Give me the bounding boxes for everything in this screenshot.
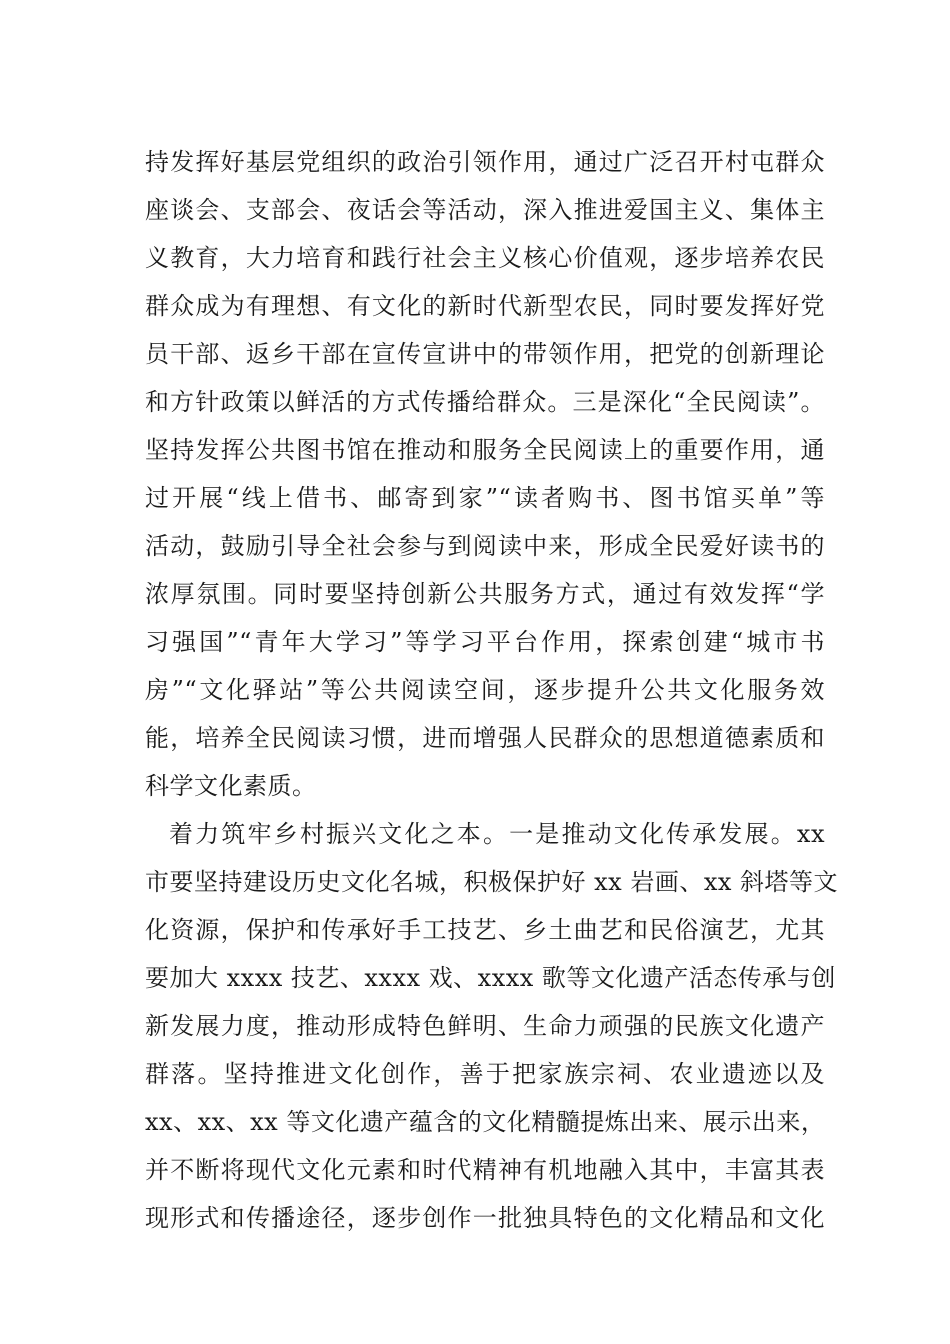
paragraph-line: 新发展力度，推动形成特色鲜明、生命力顽强的民族文化遗产 [145, 1012, 825, 1040]
paragraph-line: 化资源，保护和传承好手工技艺、乡土曲艺和民俗演艺，尤其 [145, 916, 825, 944]
paragraph-line: 活动，鼓励引导全社会参与到阅读中来，形成全民爱好读书的 [145, 532, 825, 560]
paragraph-1 [145, 138, 825, 810]
paragraph-line: xx、xx、xx 等文化遗产蕴含的文化精髓提炼出来、展示出来， [145, 1108, 826, 1136]
paragraph-line: 浓厚氛围。同时要坚持创新公共服务方式，通过有效发挥“学 [145, 580, 825, 608]
paragraph-line: 员干部、返乡干部在宣传宣讲中的带领作用，把党的创新理论 [145, 340, 825, 368]
paragraph-line: 科学文化素质。 [145, 772, 317, 800]
paragraph-2 [145, 810, 839, 1242]
paragraph-line: 要加大 xxxx 技艺、xxxx 戏、xxxx 歌等文化遗产活态传承与创 [145, 964, 836, 992]
paragraph-line: 并不断将现代文化元素和时代精神有机地融入其中，丰富其表 [145, 1156, 825, 1184]
paragraph-line: 义教育，大力培育和践行社会主义核心价值观，逐步培养农民 [145, 244, 825, 272]
paragraph-line: 习强国”“青年大学习”等学习平台作用，探索创建“城市书 [145, 628, 825, 656]
paragraph-line: 群众成为有理想、有文化的新时代新型农民，同时要发挥好党 [145, 292, 825, 320]
paragraph-line: 市要坚持建设历史文化名城，积极保护好 xx 岩画、xx 斜塔等文 [145, 868, 839, 896]
paragraph-line: 群落。坚持推进文化创作，善于把家族宗祠、农业遗迹以及 [145, 1060, 825, 1088]
paragraph-line: 座谈会、支部会、夜话会等活动，深入推进爱国主义、集体主 [145, 196, 825, 224]
paragraph-line: 能，培养全民阅读习惯，进而增强人民群众的思想道德素质和 [145, 724, 825, 752]
paragraph-line: 过开展“线上借书、邮寄到家”“读者购书、图书馆买单”等 [145, 484, 825, 512]
paragraph-line: 着力筑牢乡村振兴文化之本。一是推动文化传承发展。xx [169, 820, 825, 848]
document-body [145, 138, 839, 1242]
paragraph-line: 坚持发挥公共图书馆在推动和服务全民阅读上的重要作用，通 [145, 436, 825, 464]
paragraph-line: 房”“文化驿站”等公共阅读空间，逐步提升公共文化服务效 [145, 676, 825, 704]
paragraph-line: 现形式和传播途径，逐步创作一批独具特色的文化精品和文化 [145, 1204, 825, 1232]
paragraph-line: 持发挥好基层党组织的政治引领作用，通过广泛召开村屯群众 [145, 148, 825, 176]
paragraph-line: 和方针政策以鲜活的方式传播给群众。三是深化“全民阅读”。 [145, 388, 825, 416]
